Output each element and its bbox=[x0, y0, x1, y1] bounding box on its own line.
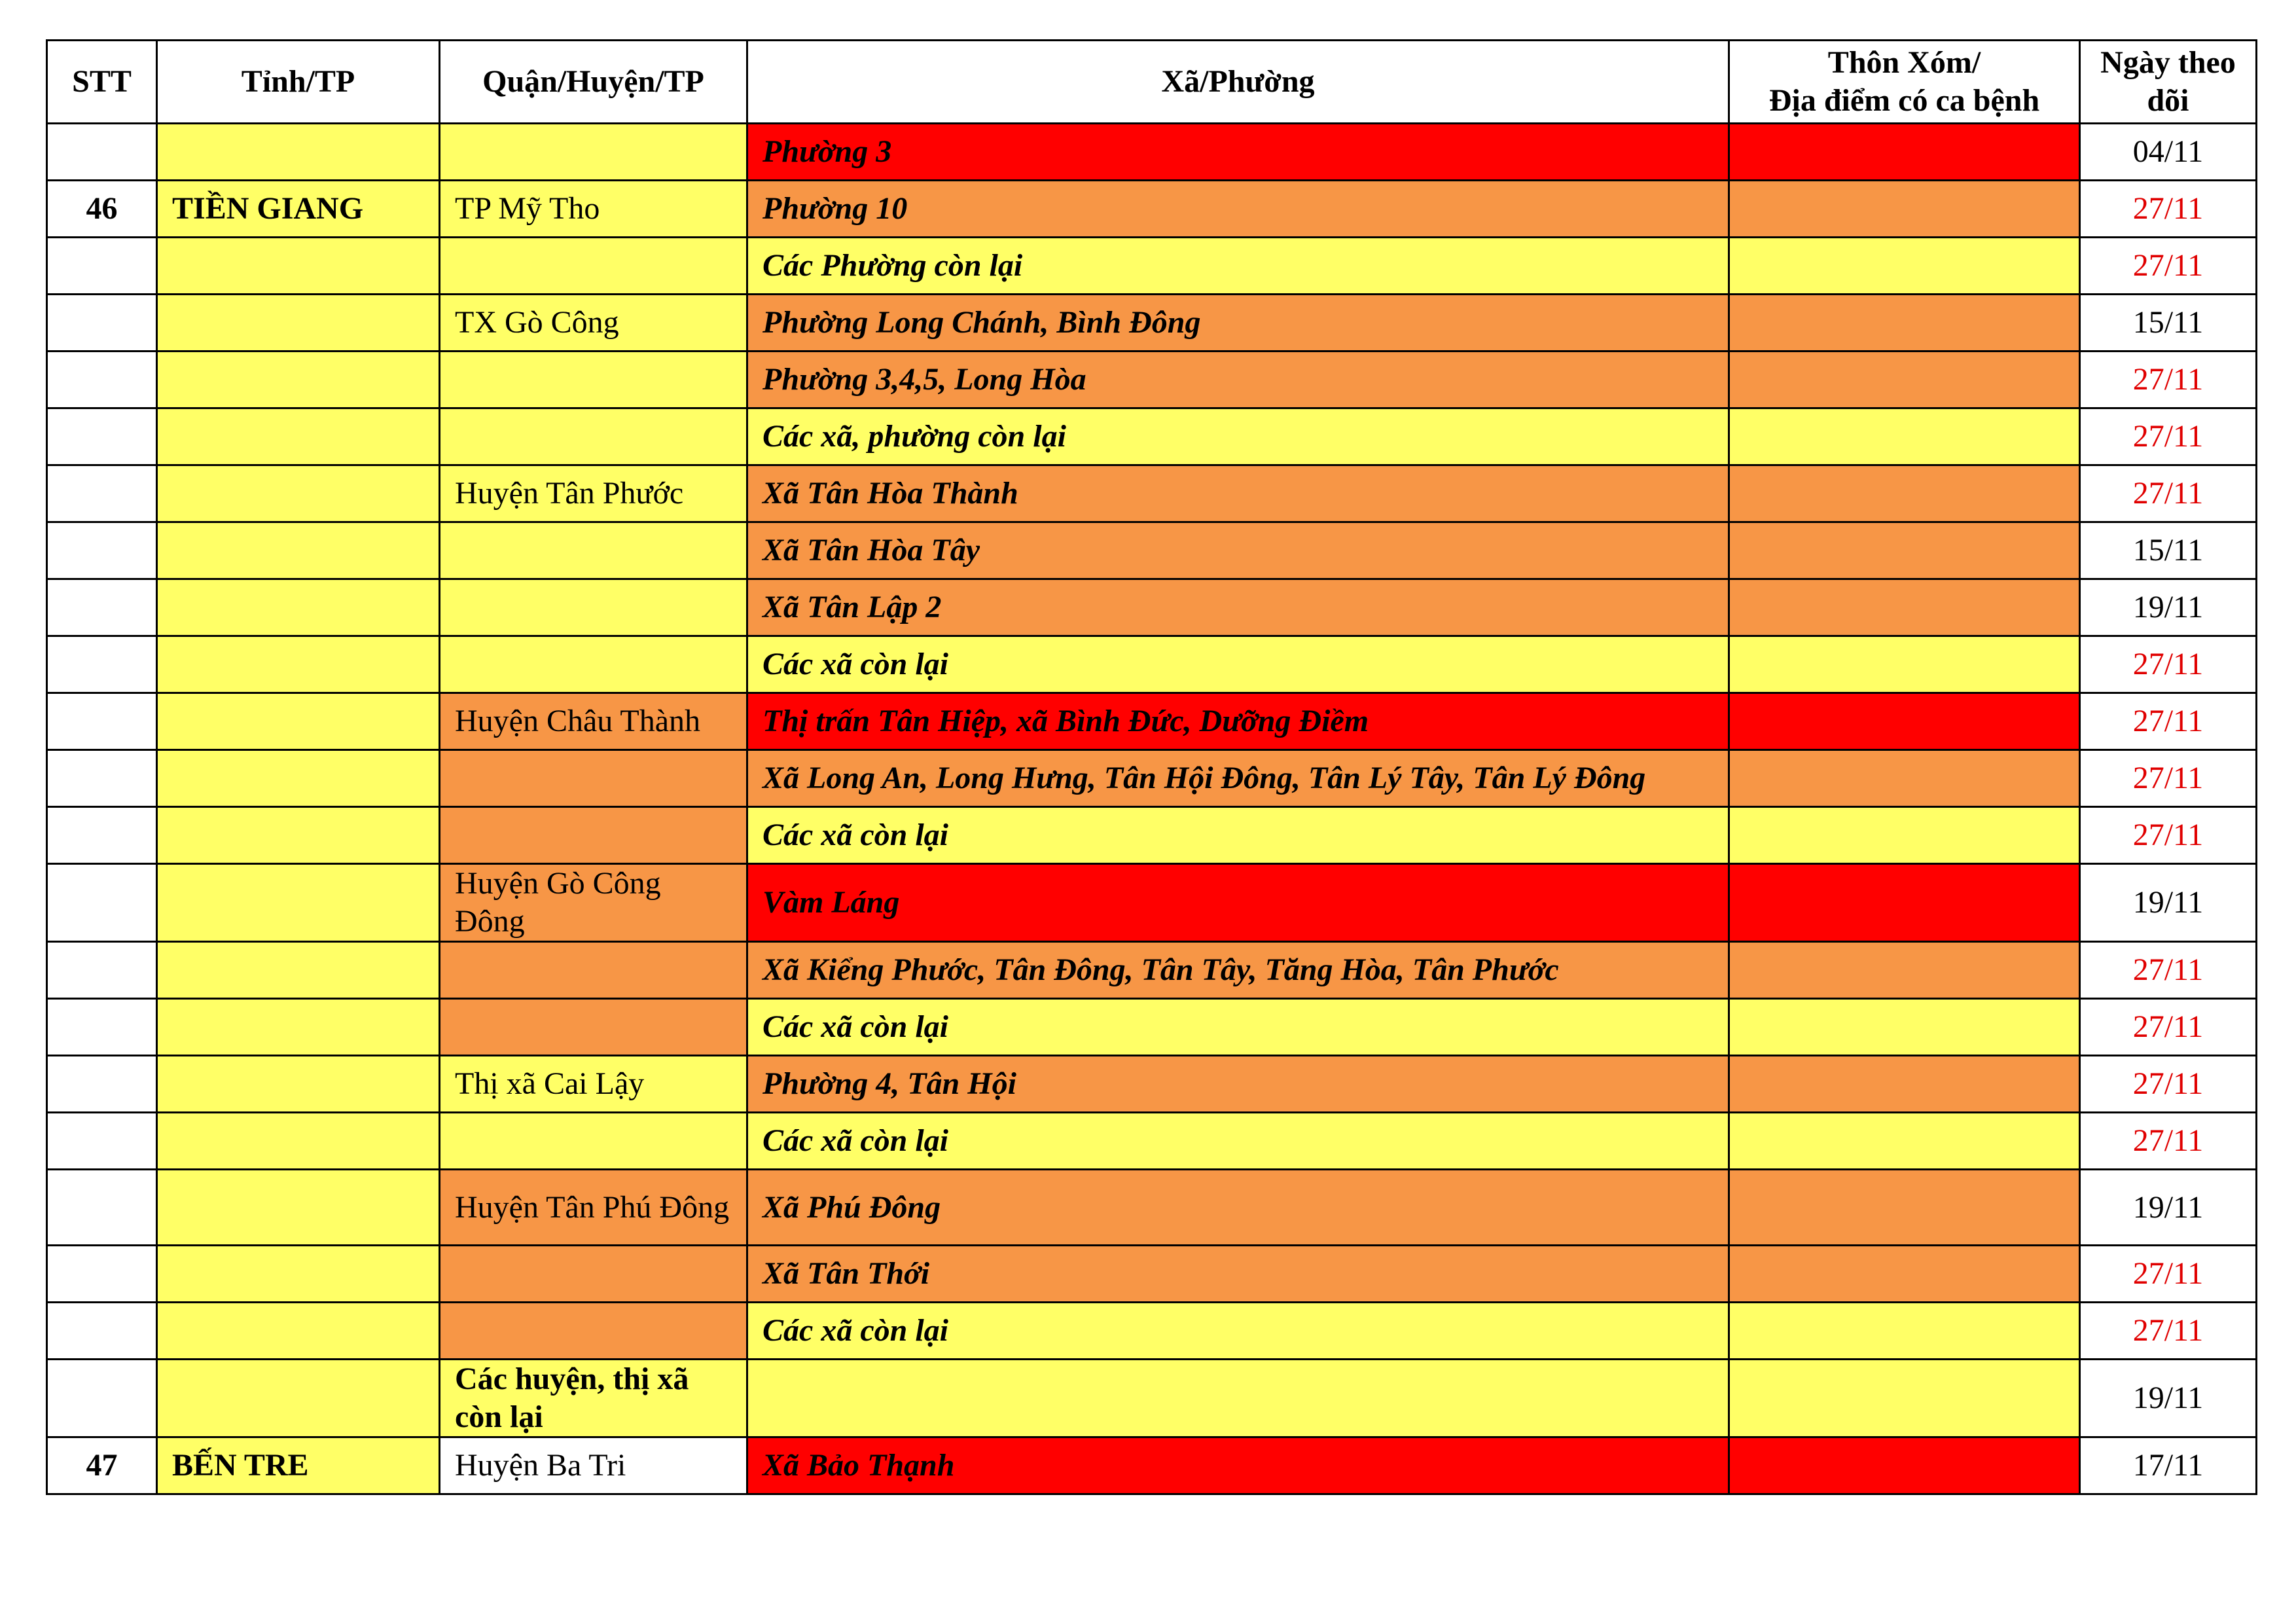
district-cell bbox=[440, 750, 747, 807]
hamlet-cell bbox=[1729, 864, 2080, 942]
hamlet-cell bbox=[1729, 1437, 2080, 1494]
date-cell: 27/11 bbox=[2080, 408, 2257, 465]
hamlet-cell bbox=[1729, 1246, 2080, 1303]
table-row bbox=[47, 295, 2257, 352]
stt-cell bbox=[47, 579, 157, 636]
province-cell bbox=[157, 999, 440, 1056]
table-row bbox=[47, 999, 2257, 1056]
province-cell bbox=[157, 636, 440, 693]
stt-cell bbox=[47, 864, 157, 942]
province-cell bbox=[157, 864, 440, 942]
date-cell: 27/11 bbox=[2080, 636, 2257, 693]
district-cell bbox=[440, 352, 747, 408]
ward-cell: Vàm Láng bbox=[747, 864, 1729, 942]
date-cell: 19/11 bbox=[2080, 864, 2257, 942]
date-cell: 27/11 bbox=[2080, 1056, 2257, 1113]
province-cell bbox=[157, 693, 440, 750]
hamlet-cell bbox=[1729, 636, 2080, 693]
ward-cell: Phường 3 bbox=[747, 124, 1729, 181]
province-cell bbox=[157, 807, 440, 864]
district-cell: Huyện Tân Phú Đông bbox=[440, 1170, 747, 1246]
stt-cell bbox=[47, 750, 157, 807]
stt-cell bbox=[47, 1360, 157, 1437]
table-row bbox=[47, 579, 2257, 636]
stt-cell bbox=[47, 693, 157, 750]
table-row bbox=[47, 465, 2257, 522]
province-cell bbox=[157, 1246, 440, 1303]
table-row bbox=[47, 1113, 2257, 1170]
date-cell: 15/11 bbox=[2080, 522, 2257, 579]
ward-cell: Các xã còn lại bbox=[747, 807, 1729, 864]
district-cell: Huyện Châu Thành bbox=[440, 693, 747, 750]
ward-cell: Các xã còn lại bbox=[747, 1113, 1729, 1170]
stt-cell bbox=[47, 1056, 157, 1113]
hamlet-cell bbox=[1729, 124, 2080, 181]
district-cell: Huyện Tân Phước bbox=[440, 465, 747, 522]
date-cell: 27/11 bbox=[2080, 352, 2257, 408]
ward-cell: Các xã còn lại bbox=[747, 1303, 1729, 1360]
ward-cell: Các xã, phường còn lại bbox=[747, 408, 1729, 465]
table-row bbox=[47, 352, 2257, 408]
ward-cell: Các Phường còn lại bbox=[747, 238, 1729, 295]
date-cell: 27/11 bbox=[2080, 238, 2257, 295]
ward-cell: Xã Bảo Thạnh bbox=[747, 1437, 1729, 1494]
province-cell bbox=[157, 1056, 440, 1113]
stt-cell bbox=[47, 942, 157, 999]
stt-cell: 46 bbox=[47, 181, 157, 238]
ward-cell: Xã Tân Thới bbox=[747, 1246, 1729, 1303]
district-cell bbox=[440, 238, 747, 295]
district-cell bbox=[440, 522, 747, 579]
district-cell: Huyện Gò Công Đông bbox=[440, 864, 747, 942]
table-row bbox=[47, 408, 2257, 465]
table-row bbox=[47, 1056, 2257, 1113]
hamlet-cell bbox=[1729, 1303, 2080, 1360]
date-cell: 17/11 bbox=[2080, 1437, 2257, 1494]
date-cell: 27/11 bbox=[2080, 181, 2257, 238]
district-cell bbox=[440, 408, 747, 465]
province-cell bbox=[157, 465, 440, 522]
ward-cell: Các xã còn lại bbox=[747, 999, 1729, 1056]
table-row bbox=[47, 522, 2257, 579]
district-cell: TP Mỹ Tho bbox=[440, 181, 747, 238]
header-date-line2: dõi bbox=[2147, 83, 2189, 118]
stt-cell bbox=[47, 1170, 157, 1246]
hamlet-cell bbox=[1729, 579, 2080, 636]
hamlet-cell bbox=[1729, 1113, 2080, 1170]
stt-cell: 47 bbox=[47, 1437, 157, 1494]
province-cell bbox=[157, 942, 440, 999]
ward-cell: Phường 10 bbox=[747, 181, 1729, 238]
date-cell: 19/11 bbox=[2080, 1360, 2257, 1437]
table-row bbox=[47, 942, 2257, 999]
stt-cell bbox=[47, 522, 157, 579]
stt-cell bbox=[47, 1246, 157, 1303]
stt-cell bbox=[47, 408, 157, 465]
hamlet-cell bbox=[1729, 522, 2080, 579]
header-date bbox=[2080, 41, 2257, 124]
header-ward: Xã/Phường bbox=[747, 41, 1729, 124]
table-row bbox=[47, 864, 2257, 942]
date-cell: 27/11 bbox=[2080, 1246, 2257, 1303]
stt-cell bbox=[47, 465, 157, 522]
date-cell: 15/11 bbox=[2080, 295, 2257, 352]
hamlet-cell bbox=[1729, 352, 2080, 408]
header-row bbox=[47, 41, 2257, 124]
ward-cell: Xã Tân Lập 2 bbox=[747, 579, 1729, 636]
province-cell bbox=[157, 352, 440, 408]
ward-cell: Xã Tân Hòa Tây bbox=[747, 522, 1729, 579]
ward-cell: Xã Phú Đông bbox=[747, 1170, 1729, 1246]
hamlet-cell bbox=[1729, 693, 2080, 750]
ward-cell: Phường 3,4,5, Long Hòa bbox=[747, 352, 1729, 408]
header-hamlet-line1: Thôn Xóm/ bbox=[1827, 45, 1981, 80]
table-row bbox=[47, 124, 2257, 181]
table-row bbox=[47, 750, 2257, 807]
date-cell: 27/11 bbox=[2080, 1113, 2257, 1170]
hamlet-cell bbox=[1729, 942, 2080, 999]
date-cell: 19/11 bbox=[2080, 579, 2257, 636]
district-cell bbox=[440, 807, 747, 864]
province-cell bbox=[157, 522, 440, 579]
province-cell: TIỀN GIANG bbox=[157, 181, 440, 238]
hamlet-cell bbox=[1729, 1056, 2080, 1113]
hamlet-cell bbox=[1729, 181, 2080, 238]
header-district: Quận/Huyện/TP bbox=[440, 41, 747, 124]
district-cell bbox=[440, 999, 747, 1056]
stt-cell bbox=[47, 295, 157, 352]
province-cell bbox=[157, 295, 440, 352]
district-cell: Huyện Ba Tri bbox=[440, 1437, 747, 1494]
province-cell bbox=[157, 750, 440, 807]
district-cell bbox=[440, 579, 747, 636]
ward-cell: Các xã còn lại bbox=[747, 636, 1729, 693]
table-row bbox=[47, 1437, 2257, 1494]
ward-cell: Xã Tân Hòa Thành bbox=[747, 465, 1729, 522]
hamlet-cell bbox=[1729, 1360, 2080, 1437]
district-cell bbox=[440, 1303, 747, 1360]
province-cell bbox=[157, 1303, 440, 1360]
province-cell: BẾN TRE bbox=[157, 1437, 440, 1494]
district-cell bbox=[440, 636, 747, 693]
table-row bbox=[47, 1303, 2257, 1360]
table-row bbox=[47, 1170, 2257, 1246]
hamlet-cell bbox=[1729, 1170, 2080, 1246]
table-row bbox=[47, 1360, 2257, 1437]
district-cell: Thị xã Cai Lậy bbox=[440, 1056, 747, 1113]
stt-cell bbox=[47, 807, 157, 864]
date-cell: 27/11 bbox=[2080, 807, 2257, 864]
district-cell bbox=[440, 1113, 747, 1170]
date-cell: 04/11 bbox=[2080, 124, 2257, 181]
header-date-line1: Ngày theo bbox=[2100, 45, 2236, 80]
hamlet-cell bbox=[1729, 295, 2080, 352]
header-hamlet-line2: Địa điểm có ca bệnh bbox=[1768, 83, 2040, 118]
header-stt: STT bbox=[47, 41, 157, 124]
date-cell: 27/11 bbox=[2080, 465, 2257, 522]
hamlet-cell bbox=[1729, 465, 2080, 522]
date-cell: 27/11 bbox=[2080, 942, 2257, 999]
hamlet-cell bbox=[1729, 999, 2080, 1056]
date-cell: 27/11 bbox=[2080, 999, 2257, 1056]
stt-cell bbox=[47, 124, 157, 181]
date-cell: 27/11 bbox=[2080, 1303, 2257, 1360]
table-row bbox=[47, 181, 2257, 238]
province-cell bbox=[157, 238, 440, 295]
date-cell: 27/11 bbox=[2080, 693, 2257, 750]
ward-cell: Phường 4, Tân Hội bbox=[747, 1056, 1729, 1113]
header-province: Tỉnh/TP bbox=[157, 41, 440, 124]
stt-cell bbox=[47, 352, 157, 408]
header-hamlet bbox=[1729, 41, 2080, 124]
ward-cell: Phường Long Chánh, Bình Đông bbox=[747, 295, 1729, 352]
province-cell bbox=[157, 1113, 440, 1170]
stt-cell bbox=[47, 1303, 157, 1360]
stt-cell bbox=[47, 636, 157, 693]
table-row bbox=[47, 807, 2257, 864]
district-cell bbox=[440, 942, 747, 999]
ward-cell: Xã Long An, Long Hưng, Tân Hội Đông, Tân Lý Tây, Tân Lý Đông bbox=[747, 750, 1729, 807]
ward-cell: Thị trấn Tân Hiệp, xã Bình Đức, Dưỡng Điềm bbox=[747, 693, 1729, 750]
province-cell bbox=[157, 408, 440, 465]
table-row bbox=[47, 636, 2257, 693]
district-cell: TX Gò Công bbox=[440, 295, 747, 352]
ward-cell bbox=[747, 1360, 1729, 1437]
table-row bbox=[47, 238, 2257, 295]
date-cell: 19/11 bbox=[2080, 1170, 2257, 1246]
table-row bbox=[47, 693, 2257, 750]
date-cell: 27/11 bbox=[2080, 750, 2257, 807]
hamlet-cell bbox=[1729, 238, 2080, 295]
tracking-table bbox=[46, 39, 2257, 1495]
stt-cell bbox=[47, 999, 157, 1056]
province-cell bbox=[157, 124, 440, 181]
stt-cell bbox=[47, 1113, 157, 1170]
ward-cell: Xã Kiểng Phước, Tân Đông, Tân Tây, Tăng Hòa, Tân Phước bbox=[747, 942, 1729, 999]
stt-cell bbox=[47, 238, 157, 295]
hamlet-cell bbox=[1729, 750, 2080, 807]
district-cell bbox=[440, 124, 747, 181]
district-cell: Các huyện, thị xã còn lại bbox=[440, 1360, 747, 1437]
hamlet-cell bbox=[1729, 408, 2080, 465]
province-cell bbox=[157, 579, 440, 636]
district-cell bbox=[440, 1246, 747, 1303]
province-cell bbox=[157, 1360, 440, 1437]
hamlet-cell bbox=[1729, 807, 2080, 864]
table-row bbox=[47, 1246, 2257, 1303]
province-cell bbox=[157, 1170, 440, 1246]
